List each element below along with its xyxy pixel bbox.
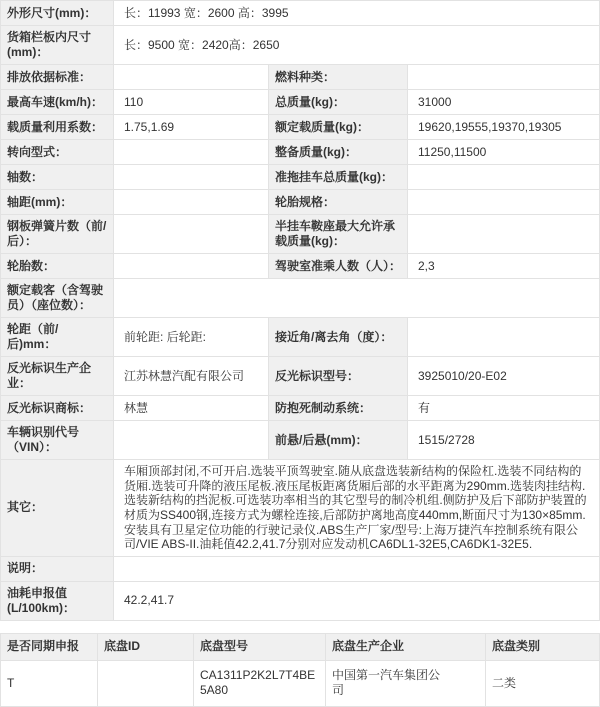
spec-value-cell: 长：11993 宽：2600 高：3995 [114,1,600,26]
spec-label-cell: 燃料种类： [269,65,408,90]
chassis-header-cell: 底盘生产企业 [326,634,486,661]
spec-value-cell [114,140,269,165]
spec-label-cell: 说明： [1,557,114,582]
spec-label-cell: 轮胎数： [1,254,114,279]
spec-value-cell [114,215,269,254]
spec-value-cell [408,318,600,357]
chassis-table [0,633,600,707]
spec-label-cell: 油耗申报值(L/100km)： [1,582,114,621]
spec-row [1,357,600,396]
spec-value-cell: 42.2,41.7 [114,582,600,621]
spec-value-cell [114,254,269,279]
chassis-header-cell: 底盘类别 [486,634,600,661]
spec-value-cell: 2,3 [408,254,600,279]
spec-label-cell: 载质量利用系数： [1,115,114,140]
spec-value-cell: 江苏林慧汽配有限公司 [114,357,269,396]
spec-row [1,140,600,165]
spec-label-cell: 额定载质量(kg)： [269,115,408,140]
spec-value-cell: 长：9500 宽：2420高：2650 [114,26,600,65]
spec-value-cell: 11250,11500 [408,140,600,165]
spec-label-cell: 轮胎规格： [269,190,408,215]
spec-label-cell: 总质量(kg)： [269,90,408,115]
spec-label-cell: 整备质量(kg)： [269,140,408,165]
chassis-header-cell: 底盘ID [98,634,194,661]
spec-row [1,26,600,65]
spec-value-cell: 3925010/20-E02 [408,357,600,396]
chassis-data-row [1,661,600,707]
spec-value-cell: 19620,19555,19370,19305 [408,115,600,140]
chassis-cell [326,661,486,707]
spec-label-cell: 车辆识别代号（VIN）： [1,421,114,460]
spec-value-cell [408,65,600,90]
spec-row [1,115,600,140]
spec-label-cell: 排放依据标准： [1,65,114,90]
spec-row [1,396,600,421]
spec-label-cell: 驾驶室准乘人数（人）： [269,254,408,279]
spec-value-cell [114,190,269,215]
spec-label-cell: 反光标识生产企业： [1,357,114,396]
spec-label-cell: 钢板弹簧片数（前/后）： [1,215,114,254]
spec-label-cell: 防抱死制动系统： [269,396,408,421]
spec-row [1,582,600,621]
spec-row [1,557,600,582]
spec-value-cell [408,190,600,215]
spec-row [1,190,600,215]
spec-row [1,1,600,26]
spec-row [1,279,600,318]
spec-label-cell: 前悬/后悬(mm)： [269,421,408,460]
spec-label-cell: 最高车速(km/h)： [1,90,114,115]
spec-value-cell [408,215,600,254]
chassis-cell: 二类 [486,661,600,707]
spec-value-cell [114,279,600,318]
spec-value-cell [114,65,269,90]
spec-row [1,318,600,357]
spec-row [1,254,600,279]
spec-label-cell: 准拖挂车总质量(kg)： [269,165,408,190]
spec-label-cell: 转向型式： [1,140,114,165]
chassis-cell [98,661,194,707]
spec-row-other [1,460,600,557]
spec-value-cell: 前轮距: 后轮距: [114,318,269,357]
spec-row [1,65,600,90]
spec-value-cell [114,557,600,582]
spec-row [1,90,600,115]
spec-value-cell: 车厢顶部封闭,不可开启.选装平顶驾驶室.随从底盘选装新结构的保险杠.选装不同结构的货厢.选装可升降的液压尾板.液压尾板距离货厢后部的水平距离为290mm.选装肉挂结构.选装新结构的挡泥板.可选装功率相当的其它型号的制冷机组.侧防护及后下部防护装置的材质为SS400钢,连接方式为螺栓连接,后部防护离地高度440mm,断面尺寸为130×85mm.安装具有卫星定位功能的行驶记录仪.ABS生产厂家/型号:上海万捷汽车控制系统有限公司/VIE ABS-II.油耗值42.2,41.7分别对应发动机CA6DL1-32E5,CA6DK1-32E5. [114,460,600,557]
spec-row [1,215,600,254]
spec-value-cell [114,165,269,190]
chassis-cell: T [1,661,98,707]
spec-label-cell: 反光标识商标： [1,396,114,421]
spec-value-cell [408,165,600,190]
spec-row [1,421,600,460]
chassis-manufacturer: 中国第一汽车集团公司 [332,668,441,698]
spec-label-cell: 轴数： [1,165,114,190]
spec-label-cell: 其它： [1,460,114,557]
spec-row [1,165,600,190]
spec-value-cell: 林慧 [114,396,269,421]
spec-label-cell: 接近角/离去角（度）： [269,318,408,357]
spec-value-cell: 1515/2728 [408,421,600,460]
chassis-header-cell: 底盘型号 [194,634,326,661]
spec-value-cell: 110 [114,90,269,115]
spec-label-cell: 额定载客（含驾驶员）（座位数）： [1,279,114,318]
spec-label-cell: 货箱栏板内尺寸(mm)： [1,26,114,65]
spec-value-cell: 1.75,1.69 [114,115,269,140]
chassis-cell: CA1311P2K2L7T4BE5A80 [194,661,326,707]
spec-label-cell: 半挂车鞍座最大允许承载质量(kg)： [269,215,408,254]
spec-label-cell: 轮距（前/后)mm： [1,318,114,357]
chassis-header-row [1,634,600,661]
spec-value-cell: 31000 [408,90,600,115]
spec-label-cell: 轴距(mm)： [1,190,114,215]
spec-label-cell: 反光标识型号： [269,357,408,396]
spec-label-cell: 外形尺寸(mm)： [1,1,114,26]
chassis-header-cell: 是否同期申报 [1,634,98,661]
spec-value-cell: 有 [408,396,600,421]
spec-value-cell [114,421,269,460]
